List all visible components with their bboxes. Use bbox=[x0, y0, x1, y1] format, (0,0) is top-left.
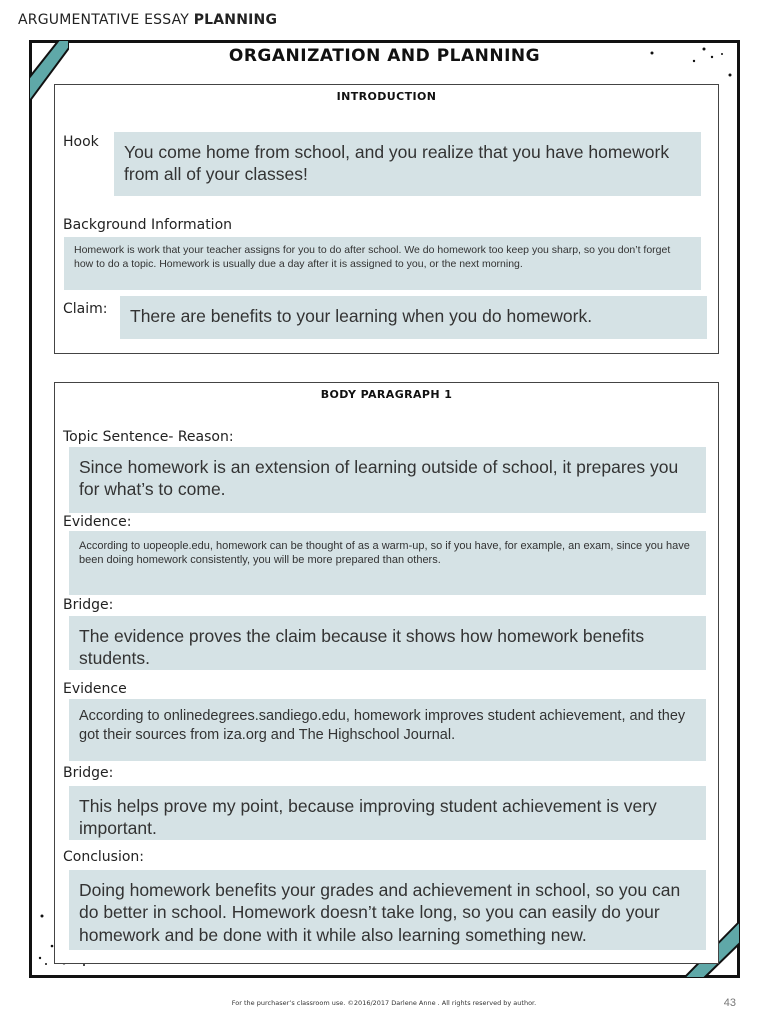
claim-text-box[interactable]: There are benefits to your learning when you do homework. bbox=[120, 296, 707, 339]
body-paragraph-title: BODY PARAGRAPH 1 bbox=[320, 388, 453, 401]
decorative-dots-top-right bbox=[642, 45, 737, 85]
copyright-footer: For the purchaser’s classroom use. ©2016/2017 Darlene Anne . All rights reserved by author. bbox=[231, 999, 537, 1007]
bridge-1-label: Bridge: bbox=[63, 597, 114, 613]
background-text-box[interactable]: Homework is work that your teacher assigns for you to do after school. We do homework too keep you sharp, so you don’t forget how to do a topic. Homework is usually due a day after it is assigned to you, or the next morning. bbox=[64, 237, 701, 290]
conclusion-text-box[interactable]: Doing homework benefits your grades and achievement in school, so you can do better in school. Homework doesn’t take long, so you can easily do your homework and be done with it while also learning something new. bbox=[69, 870, 706, 950]
conclusion-label: Conclusion: bbox=[63, 849, 145, 865]
hook-label: Hook bbox=[63, 134, 99, 150]
claim-label: Claim: bbox=[63, 301, 108, 317]
evidence-1-label: Evidence: bbox=[63, 514, 132, 530]
topic-sentence-label: Topic Sentence- Reason: bbox=[63, 429, 234, 445]
bridge-2-text-box[interactable]: This helps prove my point, because improving student achievement is very important. bbox=[69, 786, 706, 840]
header-title-bold: PLANNING bbox=[193, 12, 278, 28]
page-title: ORGANIZATION AND PLANNING bbox=[228, 46, 541, 66]
bridge-2-label: Bridge: bbox=[63, 765, 114, 781]
planning-frame bbox=[29, 40, 740, 978]
body-paragraph-panel bbox=[54, 382, 719, 964]
bridge-1-text-box[interactable]: The evidence proves the claim because it shows how homework benefits students. bbox=[69, 616, 706, 670]
document-header bbox=[18, 12, 277, 28]
page-number: 43 bbox=[723, 997, 736, 1009]
evidence-1-text-box[interactable]: According to uopeople.edu, homework can be thought of as a warm-up, so if you have, for example, an exam, since you have been doing homework consistently, you will be more prepared than others. bbox=[69, 531, 706, 595]
background-label: Background Information bbox=[63, 217, 233, 233]
evidence-2-label: Evidence bbox=[63, 681, 127, 697]
evidence-2-text-box[interactable]: According to onlinedegrees.sandiego.edu, homework improves student achievement, and they got their sources from iza.org and The Highschool Journal. bbox=[69, 699, 706, 761]
hook-text-box[interactable]: You come home from school, and you realize that you have homework from all of your classes! bbox=[114, 132, 701, 196]
topic-sentence-text-box[interactable]: Since homework is an extension of learning outside of school, it prepares you for what’s to come. bbox=[69, 447, 706, 513]
header-title-light: ARGUMENTATIVE ESSAY bbox=[18, 12, 194, 28]
introduction-panel bbox=[54, 84, 719, 354]
introduction-title: INTRODUCTION bbox=[336, 90, 437, 103]
